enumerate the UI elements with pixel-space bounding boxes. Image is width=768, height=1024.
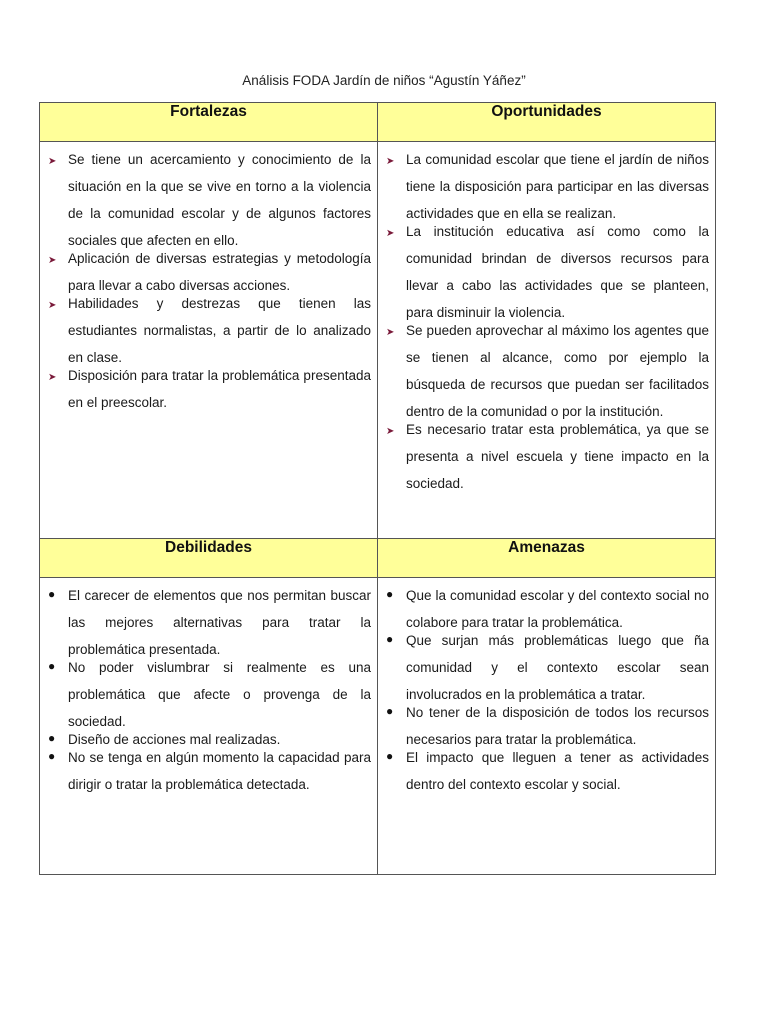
- debilidades-list: [46, 582, 371, 798]
- list-item: ➤ La institución educativa así como como la comunidad brindan de diversos recursos para llevar a cabo las actividades que se planteen, para disminuir la violencia.: [384, 218, 709, 326]
- list-item: ➤ La comunidad escolar que tiene el jardín de niños tiene la disposición para participar en las diversas actividades que en ella se realizan.: [384, 146, 709, 227]
- bullet-dot-icon: ●: [48, 587, 56, 601]
- list-item: ● Diseño de acciones mal realizadas.: [46, 726, 371, 753]
- list-item: ➤ Aplicación de diversas estrategias y metodología para llevar a cabo diversas acciones.: [46, 245, 371, 299]
- list-item: ● Que surjan más problemáticas luego que ña comunidad y el contexto escolar sean involucrados en la problemática a tratar.: [384, 627, 709, 708]
- arrow-bullet-icon: ➤: [48, 372, 57, 383]
- list-item: ➤ Se tiene un acercamiento y conocimiento de la situación en la que se vive en torno a la violencia de la comunidad escolar y de algunos factores sociales que afecten en ello.: [46, 146, 371, 254]
- list-item: ● El carecer de elementos que nos permitan buscar las mejores alternativas para tratar la problemática presentada.: [46, 582, 371, 663]
- arrow-bullet-icon: ➤: [48, 156, 57, 167]
- list-item: ● Que la comunidad escolar y del contexto social no colabore para tratar la problemática.: [384, 582, 709, 636]
- document-title: Análisis FODA Jardín de niños “Agustín Yáñez”: [242, 73, 526, 88]
- arrow-bullet-icon: ➤: [48, 255, 57, 266]
- debilidades-heading: Debilidades: [40, 539, 378, 578]
- foda-table: [39, 102, 716, 875]
- list-item: ● No poder vislumbrar si realmente es una problemática que afecte o provenga de la sociedad.: [46, 654, 371, 735]
- debilidades-cell: [40, 578, 378, 875]
- oportunidades-list: [384, 146, 709, 497]
- arrow-bullet-icon: ➤: [386, 327, 395, 338]
- list-item: ➤ Es necesario tratar esta problemática, ya que se presenta a nivel escuela y tiene impacto en la sociedad.: [384, 416, 709, 497]
- amenazas-cell: [378, 578, 716, 875]
- list-item: ➤ Disposición para tratar la problemática presentada en el preescolar.: [46, 362, 371, 416]
- bullet-dot-icon: ●: [386, 704, 394, 718]
- arrow-bullet-icon: ➤: [386, 426, 395, 437]
- bullet-dot-icon: ●: [48, 731, 56, 745]
- fortalezas-list: [46, 146, 371, 416]
- bullet-dot-icon: ●: [386, 749, 394, 763]
- list-item: ● El impacto que lleguen a tener as actividades dentro del contexto escolar y social.: [384, 744, 709, 798]
- list-item: ➤ Habilidades y destrezas que tienen las estudiantes normalistas, a partir de lo analizado en clase.: [46, 290, 371, 371]
- oportunidades-cell: [378, 142, 716, 539]
- fortalezas-cell: [40, 142, 378, 539]
- oportunidades-heading: Oportunidades: [378, 103, 716, 142]
- bullet-dot-icon: ●: [386, 632, 394, 646]
- arrow-bullet-icon: ➤: [386, 156, 395, 167]
- fortalezas-heading: Fortalezas: [40, 103, 378, 142]
- arrow-bullet-icon: ➤: [386, 228, 395, 239]
- amenazas-heading: Amenazas: [378, 539, 716, 578]
- bullet-dot-icon: ●: [386, 587, 394, 601]
- bullet-dot-icon: ●: [48, 749, 56, 763]
- amenazas-list: [384, 582, 709, 798]
- arrow-bullet-icon: ➤: [48, 300, 57, 311]
- list-item: ● No tener de la disposición de todos los recursos necesarios para tratar la problemática.: [384, 699, 709, 753]
- list-item: ● No se tenga en algún momento la capacidad para dirigir o tratar la problemática detectada.: [46, 744, 371, 798]
- list-item: ➤ Se pueden aprovechar al máximo los agentes que se tienen al alcance, como por ejemplo la búsqueda de recursos que puedan ser facilitados dentro de la comunidad o por la institución.: [384, 317, 709, 425]
- bullet-dot-icon: ●: [48, 659, 56, 673]
